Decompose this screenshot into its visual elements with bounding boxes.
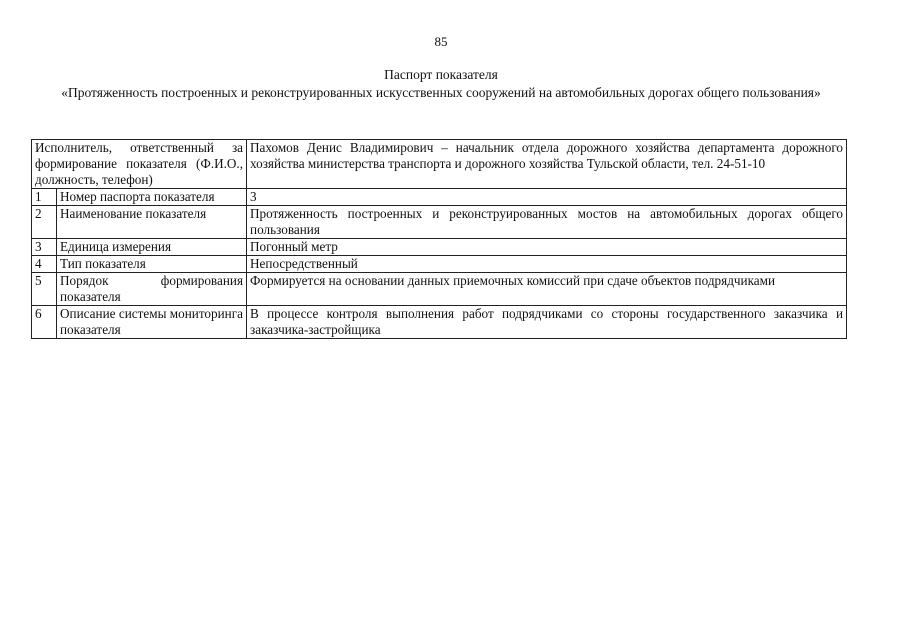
row-number: 4 xyxy=(32,256,57,273)
row-number: 3 xyxy=(32,239,57,256)
table-row-executor xyxy=(32,140,847,189)
table-row xyxy=(32,239,847,256)
executor-value: Пахомов Денис Владимирович – начальник отдела дорожного хозяйства департамента дорожного хозяйства министерства транспорта и дорожного хозяйства Тульской области, тел. 24-51-10 xyxy=(247,140,847,189)
row-label: Номер паспорта показателя xyxy=(57,189,247,206)
table-row xyxy=(32,306,847,339)
table-row xyxy=(32,189,847,206)
row-label: Наименование показателя xyxy=(57,206,247,239)
row-value: 3 xyxy=(247,189,847,206)
row-number: 2 xyxy=(32,206,57,239)
row-number: 1 xyxy=(32,189,57,206)
row-label: Единица измерения xyxy=(57,239,247,256)
table-row xyxy=(32,206,847,239)
row-label: Тип показателя xyxy=(57,256,247,273)
page-number: 85 xyxy=(434,34,448,49)
passport-table xyxy=(31,139,847,339)
table-row xyxy=(32,256,847,273)
row-value: В процессе контроля выполнения работ подрядчиками со стороны государственного заказчика и заказчика-застройщика xyxy=(247,306,847,339)
document-subtitle: «Протяженность построенных и реконструированных искусственных сооружений на автомобильных дорогах общего пользования» xyxy=(61,85,821,100)
row-value: Протяженность построенных и реконструированных мостов на автомобильных дорогах общего пользования xyxy=(247,206,847,239)
executor-label: Исполнитель, ответственный за формирование показателя (Ф.И.О., должность, телефон) xyxy=(32,140,247,189)
row-label: Описание системы мониторинга показателя xyxy=(57,306,247,339)
row-value: Формируется на основании данных приемочных комиссий при сдаче объектов подрядчиками xyxy=(247,273,847,306)
row-value: Непосредственный xyxy=(247,256,847,273)
row-number: 6 xyxy=(32,306,57,339)
row-label: Порядок формирования показателя xyxy=(57,273,247,306)
row-number: 5 xyxy=(32,273,57,306)
row-value: Погонный метр xyxy=(247,239,847,256)
document-title: Паспорт показателя xyxy=(384,67,498,82)
table-row xyxy=(32,273,847,306)
